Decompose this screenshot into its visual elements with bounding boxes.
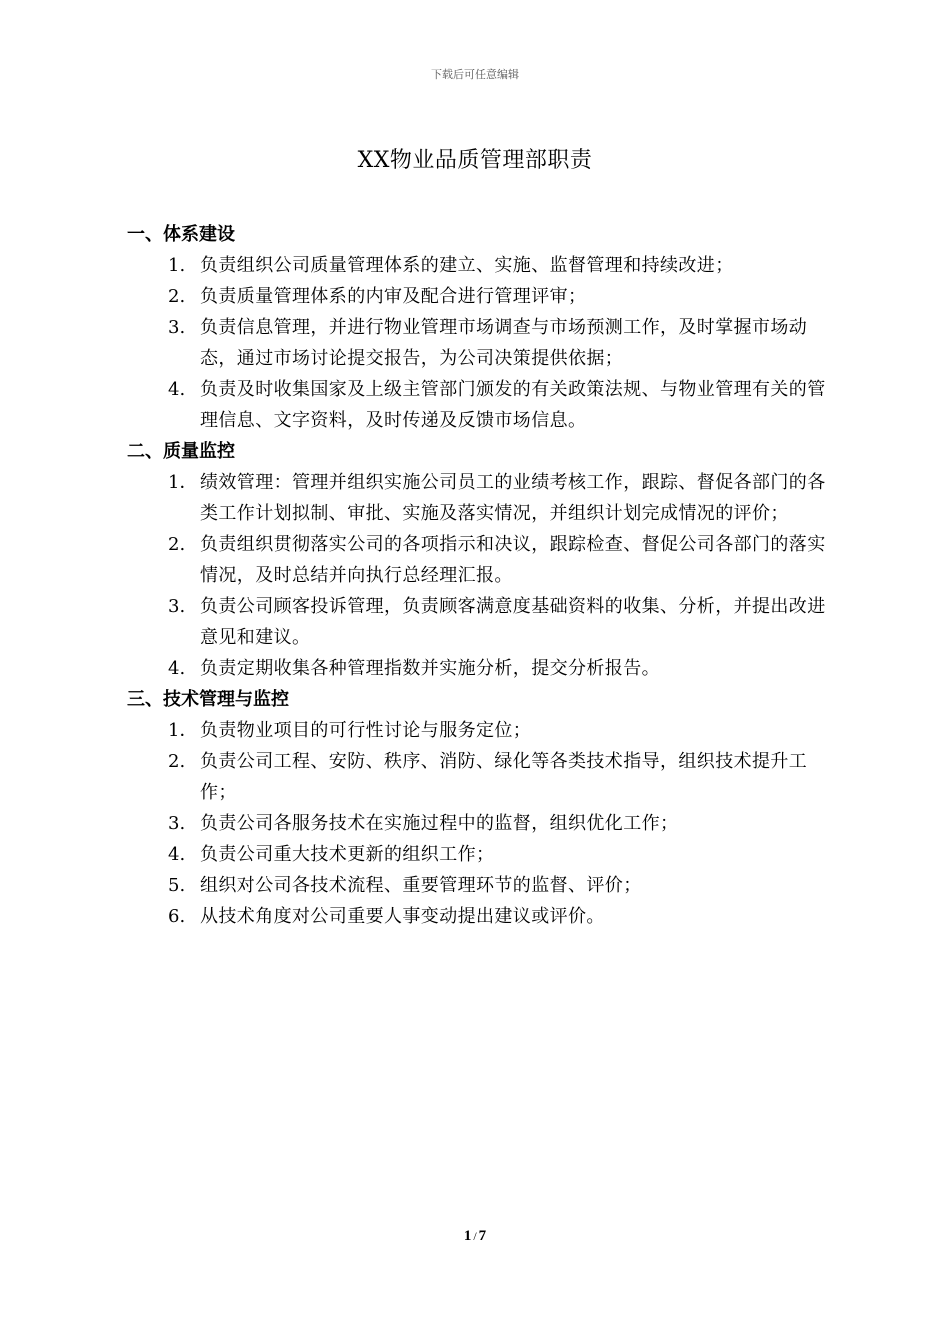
- total-pages-number: 7: [478, 1228, 487, 1244]
- list-item-number: 2.: [168, 286, 186, 307]
- list-item-number: 2.: [168, 534, 186, 555]
- list-item-text: 负责公司各服务技术在实施过程中的监督，组织优化工作；: [200, 813, 679, 834]
- list-item: [127, 715, 827, 746]
- list-item-number: 3.: [168, 317, 186, 338]
- section-quality-monitoring: [127, 436, 827, 684]
- list-item-text: 负责质量管理体系的内审及配合进行管理评审；: [200, 286, 587, 307]
- list-item-text: 负责组织贯彻落实公司的各项指示和决议，跟踪检查、督促公司各部门的落实情况，及时总结并向执行总经理汇报。: [200, 534, 826, 586]
- list-item-number: 4.: [168, 844, 186, 865]
- list-item-text: 负责公司重大技术更新的组织工作；: [200, 844, 495, 865]
- section-heading: 二、质量监控: [127, 441, 235, 462]
- header-note: 下载后可任意编辑: [431, 68, 519, 81]
- list-item-text: 负责物业项目的可行性讨论与服务定位；: [200, 720, 532, 741]
- list-item-number: 2.: [168, 751, 186, 772]
- list-item-number: 3.: [168, 813, 186, 834]
- page-separator: /: [473, 1229, 477, 1243]
- list-item: [127, 653, 827, 684]
- document-body: [127, 219, 827, 932]
- list-item-number: 1．: [168, 720, 198, 741]
- list-item-text: 从技术角度对公司重要人事变动提出建议或评价。: [200, 906, 605, 927]
- list-item: [127, 374, 827, 436]
- list-item: [127, 312, 827, 374]
- list-item: [127, 808, 827, 839]
- list-item: [127, 591, 827, 653]
- list-item: [127, 901, 827, 932]
- list-item-number: 1．: [168, 472, 198, 493]
- list-item-text: 负责公司工程、安防、秩序、消防、绿化等各类技术指导，组织技术提升工作；: [200, 751, 808, 803]
- list-item: [127, 281, 827, 312]
- list-item-text: 负责公司顾客投诉管理，负责顾客满意度基础资料的收集、分析，并提出改进意见和建议。: [200, 596, 826, 648]
- section-heading: 一、体系建设: [127, 224, 235, 245]
- section-heading: 三、技术管理与监控: [127, 689, 289, 710]
- list-item: [127, 839, 827, 870]
- list-item-text: 绩效管理：管理并组织实施公司员工的业绩考核工作，跟踪、督促各部门的各类工作计划拟制、审批、实施及落实情况，并组织计划完成情况的评价；: [200, 472, 826, 524]
- list-item-number: 5.: [168, 875, 186, 896]
- list-item-text: 组织对公司各技术流程、重要管理环节的监督、评价；: [200, 875, 642, 896]
- list-item-text: 负责组织公司质量管理体系的建立、实施、监督管理和持续改进；: [200, 255, 734, 276]
- list-item-text: 负责信息管理，并进行物业管理市场调查与市场预测工作，及时掌握市场动态，通过市场讨论提交报告，为公司决策提供依据；: [200, 317, 808, 369]
- section-system-building: [127, 219, 827, 436]
- list-item-number: 6.: [168, 906, 186, 927]
- list-item-text: 负责及时收集国家及上级主管部门颁发的有关政策法规、与物业管理有关的管理信息、文字资料，及时传递及反馈市场信息。: [200, 379, 826, 431]
- list-item-number: 1.: [168, 255, 186, 276]
- document-title: XX物业品质管理部职责: [357, 148, 593, 173]
- section-technical-management: [127, 684, 827, 932]
- list-item: [127, 746, 827, 808]
- list-item-text: 负责定期收集各种管理指数并实施分析，提交分析报告。: [200, 658, 660, 679]
- list-item: [127, 467, 827, 529]
- list-item-number: 4.: [168, 658, 186, 679]
- list-item: [127, 870, 827, 901]
- list-item-number: 4.: [168, 379, 186, 400]
- list-item: [127, 529, 827, 591]
- list-item: [127, 250, 827, 281]
- page-number: [0, 1228, 950, 1245]
- current-page-number: 1: [463, 1228, 472, 1244]
- list-item-number: 3.: [168, 596, 186, 617]
